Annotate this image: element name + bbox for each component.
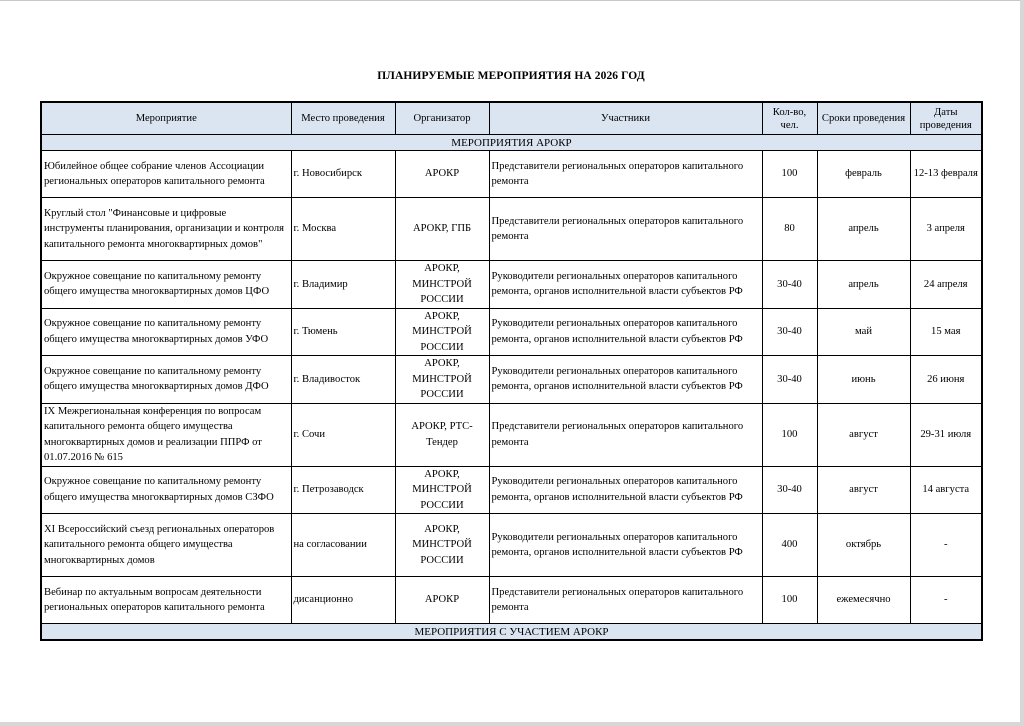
participants-cell: Руководители региональных операторов капитального ремонта, органов исполнительной власти субъектов РФ [489,356,762,404]
term-cell: август [817,466,910,514]
participants-cell: Руководители региональных операторов капитального ремонта, органов исполнительной власти субъектов РФ [489,466,762,514]
organizer-cell: АРОКР [395,151,489,198]
table-row [41,514,982,577]
column-header-participants: Участники [489,102,762,135]
term-cell: май [817,308,910,356]
event-cell: Окружное совещание по капитальному ремонту общего имущества многоквартирных домов СЗФО [41,466,291,514]
dates-cell: 14 августа [910,466,982,514]
term-cell: октябрь [817,514,910,577]
count-cell: 30-40 [762,261,817,309]
table-row [41,577,982,624]
place-cell: г. Владимир [291,261,395,309]
table-row [41,466,982,514]
place-cell: г. Тюмень [291,308,395,356]
organizer-cell: АРОКР, РТС-Тендер [395,403,489,466]
organizer-cell: АРОКР, МИНСТРОЙ РОССИИ [395,308,489,356]
event-cell: Окружное совещание по капитальному ремонту общего имущества многоквартирных домов УФО [41,308,291,356]
page-border-right [1020,0,1024,726]
table-row [41,198,982,261]
participants-cell: Представители региональных операторов капитального ремонта [489,151,762,198]
column-header-count: Кол-во, чел. [762,102,817,135]
count-cell: 100 [762,151,817,198]
place-cell: г. Москва [291,198,395,261]
participants-cell: Руководители региональных операторов капитального ремонта, органов исполнительной власти субъектов РФ [489,261,762,309]
place-cell: г. Новосибирск [291,151,395,198]
participants-cell: Представители региональных операторов капитального ремонта [489,198,762,261]
column-header-place: Место проведения [291,102,395,135]
count-cell: 400 [762,514,817,577]
term-cell: апрель [817,198,910,261]
event-cell: Юбилейное общее собрание членов Ассоциации региональных операторов капитального ремонта [41,151,291,198]
organizer-cell: АРОКР, ГПБ [395,198,489,261]
count-cell: 100 [762,577,817,624]
table-row [41,151,982,198]
column-header-term: Сроки проведения [817,102,910,135]
section-title-arokr: МЕРОПРИЯТИЯ АРОКР [41,135,982,151]
section-title-with-arokr: МЕРОПРИЯТИЯ С УЧАСТИЕМ АРОКР [41,624,982,641]
term-cell: февраль [817,151,910,198]
event-cell: IX Межрегиональная конференция по вопросам капитального ремонта общего имущества многоквартирных домов и реализации ППРФ от 01.07.2016 № 615 [41,403,291,466]
dates-cell: 29-31 июля [910,403,982,466]
event-cell: Окружное совещание по капитальному ремонту общего имущества многоквартирных домов ДФО [41,356,291,404]
dates-cell: 24 апреля [910,261,982,309]
page-border-bottom [0,722,1024,726]
organizer-cell: АРОКР, МИНСТРОЙ РОССИИ [395,466,489,514]
column-header-organizer: Организатор [395,102,489,135]
dates-cell: 12-13 февраля [910,151,982,198]
place-cell: на согласовании [291,514,395,577]
participants-cell: Руководители региональных операторов капитального ремонта, органов исполнительной власти субъектов РФ [489,514,762,577]
participants-cell: Руководители региональных операторов капитального ремонта, органов исполнительной власти субъектов РФ [489,308,762,356]
place-cell: г. Петрозаводск [291,466,395,514]
place-cell: г. Владивосток [291,356,395,404]
dates-cell: 15 мая [910,308,982,356]
table-row [41,308,982,356]
table-header-row [41,102,982,135]
table-row [41,403,982,466]
organizer-cell: АРОКР, МИНСТРОЙ РОССИИ [395,261,489,309]
organizer-cell: АРОКР, МИНСТРОЙ РОССИИ [395,356,489,404]
dates-cell: - [910,514,982,577]
section-row-arokr [41,135,982,151]
event-cell: Окружное совещание по капитальному ремонту общего имущества многоквартирных домов ЦФО [41,261,291,309]
section-row-with-arokr [41,624,982,641]
organizer-cell: АРОКР [395,577,489,624]
dates-cell: 26 июня [910,356,982,404]
document-title: ПЛАНИРУЕМЫЕ МЕРОПРИЯТИЯ НА 2026 ГОД [377,70,645,82]
column-header-dates: Даты проведения [910,102,982,135]
count-cell: 30-40 [762,356,817,404]
term-cell: апрель [817,261,910,309]
organizer-cell: АРОКР, МИНСТРОЙ РОССИИ [395,514,489,577]
count-cell: 80 [762,198,817,261]
column-header-event: Мероприятие [41,102,291,135]
event-cell: Вебинар по актуальным вопросам деятельности региональных операторов капитального ремонта [41,577,291,624]
table-row [41,261,982,309]
place-cell: г. Сочи [291,403,395,466]
term-cell: август [817,403,910,466]
term-cell: июнь [817,356,910,404]
event-cell: Круглый стол "Финансовые и цифровые инструменты планирования, организации и контроля капитального ремонта многоквартирных домов" [41,198,291,261]
events-table [40,101,983,641]
count-cell: 30-40 [762,466,817,514]
count-cell: 100 [762,403,817,466]
table-row [41,356,982,404]
dates-cell: 3 апреля [910,198,982,261]
page-border-top [0,0,1024,1]
event-cell: XI Всероссийский съезд региональных операторов капитального ремонта общего имущества многоквартирных домов [41,514,291,577]
dates-cell: - [910,577,982,624]
participants-cell: Представители региональных операторов капитального ремонта [489,577,762,624]
term-cell: ежемесячно [817,577,910,624]
participants-cell: Представители региональных операторов капитального ремонта [489,403,762,466]
count-cell: 30-40 [762,308,817,356]
place-cell: дисанционно [291,577,395,624]
